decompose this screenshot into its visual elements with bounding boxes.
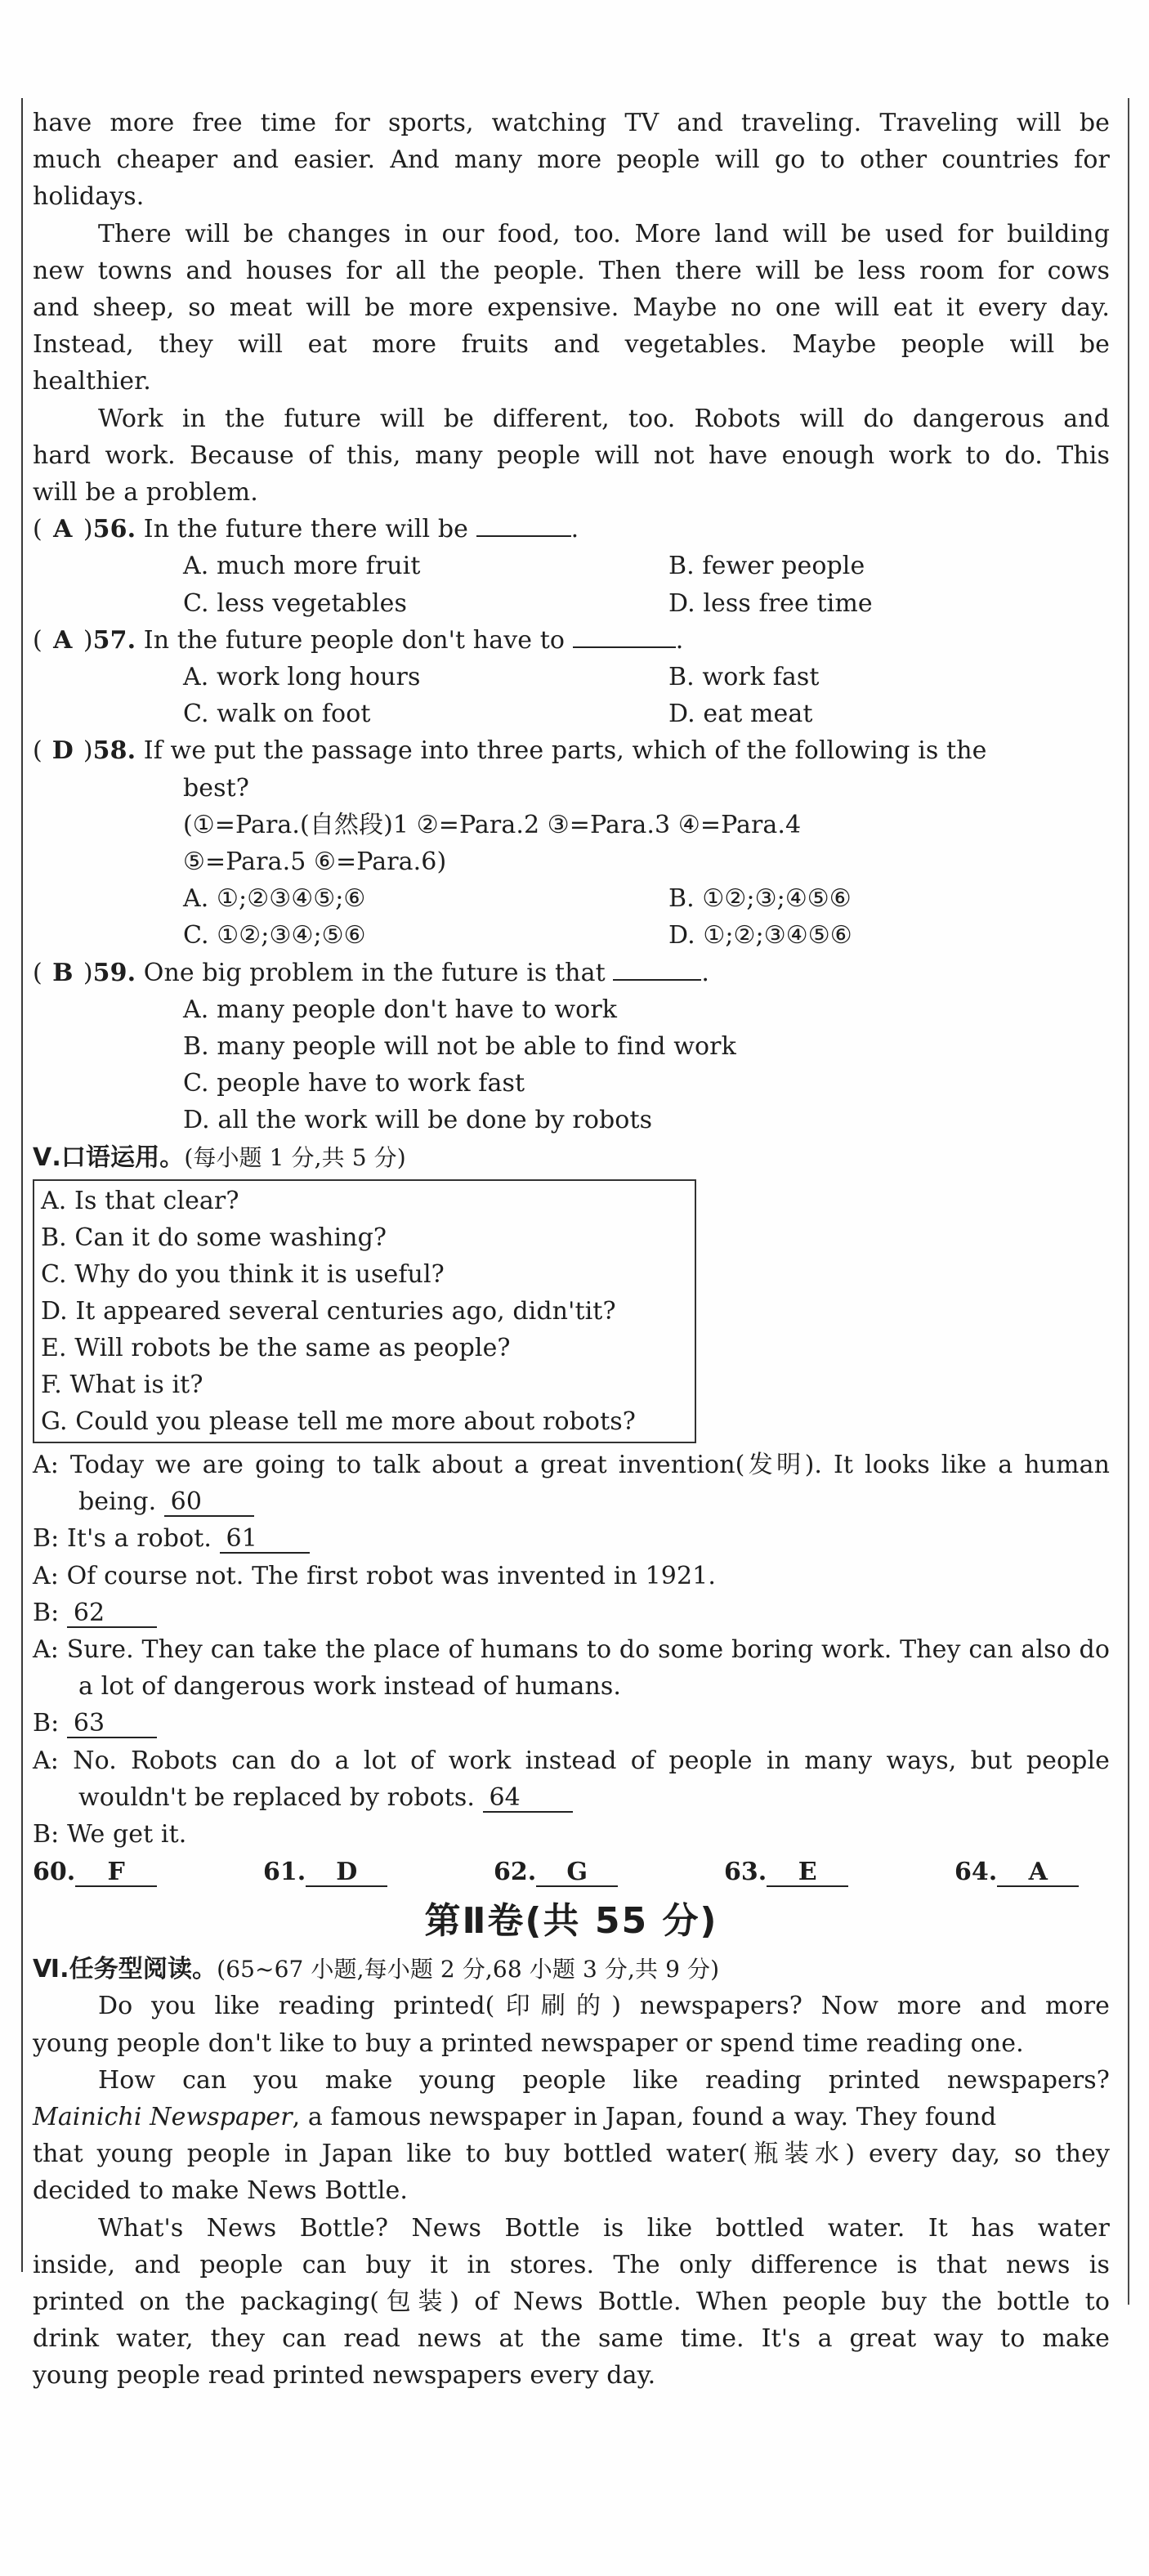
box-option: B. Can it do some washing?: [41, 1223, 387, 1252]
answer-64: 64. A: [955, 1853, 1118, 1892]
dialogue-blank-64[interactable]: 64: [483, 1785, 573, 1813]
text-line: decided to make News Bottle.: [33, 2176, 409, 2206]
options-box: [33, 1179, 696, 1443]
question-number: 56.: [92, 515, 136, 544]
text-line: Do you like reading printed(印刷的) newspapers? Now more and more: [98, 1992, 1110, 2021]
passage-paragraph-2: [33, 216, 1110, 400]
passage-paragraph-3: [33, 400, 1110, 512]
dialogue: [33, 1447, 1110, 1853]
option-b[interactable]: B. work fast: [668, 663, 820, 692]
text-line: have more free time for sports, watching TV and traveling. Traveling will be: [33, 109, 1110, 137]
answer-62: 62. G: [494, 1853, 724, 1892]
answer-blank[interactable]: [573, 646, 676, 648]
section-note: (每小题 1 分,共 5 分): [184, 1143, 406, 1171]
dialogue-blank-60[interactable]: 60: [164, 1489, 254, 1517]
question-text: In the future people don't have to: [143, 625, 566, 655]
option-c[interactable]: C. ①②;③④;⑤⑥: [183, 921, 366, 950]
box-option: G. Could you please tell me more about robots?: [41, 1407, 636, 1436]
text-line: much cheaper and easier. And many more people will go to other countries for: [33, 145, 1110, 175]
option-a[interactable]: A. much more fruit: [183, 552, 421, 581]
question-stem: ( D )58. If we put the passage into three parts, which of the following is the: [33, 732, 1110, 769]
section-note: (65~67 小题,每小题 2 分,68 小题 3 分,共 9 分): [217, 1956, 720, 1983]
text-line: inside, and people can buy it in stores. The only difference is that news is: [33, 2250, 1110, 2279]
question-stem: ( B )59. One big problem in the future is that .: [33, 955, 1110, 991]
dialogue-line: B: 63: [33, 1705, 1110, 1742]
newspaper-name: Mainichi Newspaper: [33, 2102, 293, 2131]
option-row: [33, 548, 1110, 584]
text-line: new towns and houses for all the people. Then there will be less room for cows: [33, 256, 1110, 285]
dialogue-line: B: We get it.: [33, 1819, 187, 1849]
answer-60: 60. F: [33, 1853, 263, 1892]
option-row: [33, 659, 1110, 695]
question-note: (①=Para.(自然段)1 ②=Para.2 ③=Para.3 ④=Para.4: [183, 810, 802, 839]
option-b[interactable]: B. fewer people: [668, 552, 865, 581]
option-c[interactable]: C. people have to work fast: [183, 1069, 525, 1098]
answer-blank[interactable]: [613, 979, 701, 981]
dialogue-line: A: Sure. They can take the place of humans to do some boring work. They can also do a lot of dangerous work instead of humans.: [33, 1635, 1110, 1702]
box-option: D. It appeared several centuries ago, didn'tit?: [41, 1296, 616, 1326]
option-row: [33, 880, 1110, 917]
answer-mark: A: [53, 515, 73, 544]
option-a[interactable]: A. work long hours: [183, 663, 421, 692]
passage-paragraph-1: [33, 105, 1110, 216]
question-57: [33, 622, 1110, 733]
question-56: [33, 511, 1110, 622]
dialogue-line: A: No. Robots can do a lot of work instead of people in many ways, but people wouldn't be replaced by robots. 64: [33, 1746, 1110, 1812]
answer-mark: A: [53, 625, 73, 655]
question-stem: ( A )56. In the future there will be .: [33, 511, 1110, 548]
answer-63: 63. E: [724, 1853, 955, 1892]
section-title: Ⅵ.任务型阅读。: [33, 1955, 217, 1984]
box-option: A. Is that clear?: [41, 1186, 239, 1215]
text-line: young people don't like to buy a printed newspaper or spend time reading one.: [33, 2028, 1024, 2058]
section-heading: [33, 1139, 1110, 1176]
text-line: hard work. Because of this, many people will not have enough work to do. This: [33, 441, 1110, 470]
dialogue-blank-63[interactable]: 63: [67, 1711, 157, 1738]
text-line: will be a problem.: [33, 478, 258, 508]
text-line: healthier.: [33, 367, 151, 396]
option-row: [33, 585, 1110, 622]
section-heading: [33, 1951, 1110, 1988]
text-line: drink water, they can read news at the same time. It's a great way to make: [33, 2324, 1110, 2354]
option-b[interactable]: B. ①②;③;④⑤⑥: [668, 884, 852, 914]
question-text: In the future there will be: [143, 515, 468, 544]
section-6: [33, 1951, 1110, 2394]
dialogue-line: B: 62: [33, 1594, 1110, 1631]
option-row: [33, 917, 1110, 954]
text-line: young people read printed newspapers every day.: [33, 2361, 656, 2390]
answer-mark: B: [52, 958, 74, 987]
answer-mark: D: [51, 736, 74, 766]
text-line: What's News Bottle? News Bottle is like bottled water. It has water: [98, 2213, 1110, 2243]
dialogue-line: B: It's a robot. 61: [33, 1520, 1110, 1557]
option-d[interactable]: D. ①;②;③④⑤⑥: [668, 921, 852, 950]
dialogue-line: A: Today we are going to talk about a great invention(发明). It looks like a human being. 60: [33, 1450, 1110, 1517]
option-c[interactable]: C. walk on foot: [183, 700, 371, 729]
text-line: Mainichi Newspaper, a famous newspaper in Japan, found a way. They found: [33, 2102, 997, 2131]
box-option: F. What is it?: [41, 1370, 203, 1399]
text-line: and sheep, so meat will be more expensive. Maybe no one will eat it every day.: [33, 293, 1110, 323]
box-option: E. Will robots be the same as people?: [41, 1333, 511, 1362]
answer-row: [33, 1853, 1110, 1892]
question-text: If we put the passage into three parts, which of the following is the: [143, 736, 987, 766]
right-column-rule: [1128, 98, 1129, 2305]
text-line: printed on the packaging(包装) of News Bottle. When people buy the bottle to: [33, 2287, 1110, 2316]
answer-blank[interactable]: [476, 535, 571, 537]
question-number: 59.: [92, 958, 136, 987]
dialogue-blank-61[interactable]: 61: [220, 1526, 310, 1554]
volume-title: 第Ⅱ卷(共 55 分): [424, 1900, 718, 1943]
text-line: Instead, they will eat more fruits and vegetables. Maybe people will be: [33, 330, 1110, 360]
text-line: that young people in Japan like to buy bottled water(瓶装水) every day, so they: [33, 2140, 1110, 2169]
question-number: 58.: [92, 736, 136, 766]
option-a[interactable]: A. many people don't have to work: [183, 995, 618, 1024]
option-d[interactable]: D. eat meat: [668, 700, 813, 729]
option-b[interactable]: B. many people will not be able to find work: [183, 1032, 736, 1062]
option-a[interactable]: A. ①;②③④⑤;⑥: [183, 884, 366, 914]
question-note: ⑤=Para.5 ⑥=Para.6): [183, 847, 447, 877]
text-line: There will be changes in our food, too. More land will be used for building: [98, 219, 1110, 248]
box-option: C. Why do you think it is useful?: [41, 1259, 445, 1289]
answer-61: 61. D: [263, 1853, 494, 1892]
option-d[interactable]: D. less free time: [668, 588, 873, 618]
question-number: 57.: [92, 625, 136, 655]
dialogue-line: A: Of course not. The first robot was invented in 1921.: [33, 1561, 716, 1590]
page-content: [33, 105, 1110, 2395]
question-58: [33, 732, 1110, 954]
option-d[interactable]: D. all the work will be done by robots: [183, 1106, 653, 1135]
option-row: [33, 695, 1110, 732]
question-text: One big problem in the future is that: [143, 958, 606, 987]
text-line: How can you make young people like reading printed newspapers?: [98, 2065, 1110, 2095]
question-stem: ( A )57. In the future people don't have to .: [33, 622, 1110, 659]
question-59: [33, 955, 1110, 1139]
text-line: Work in the future will be different, too. Robots will do dangerous and: [98, 404, 1110, 433]
option-c[interactable]: C. less vegetables: [183, 588, 407, 618]
section-5: [33, 1139, 1110, 1892]
dialogue-blank-62[interactable]: 62: [67, 1600, 157, 1628]
question-text-cont: best?: [183, 773, 249, 803]
text-line: holidays.: [33, 182, 145, 212]
section-title: Ⅴ.口语运用。: [33, 1143, 185, 1172]
left-column-rule: [21, 98, 23, 2272]
